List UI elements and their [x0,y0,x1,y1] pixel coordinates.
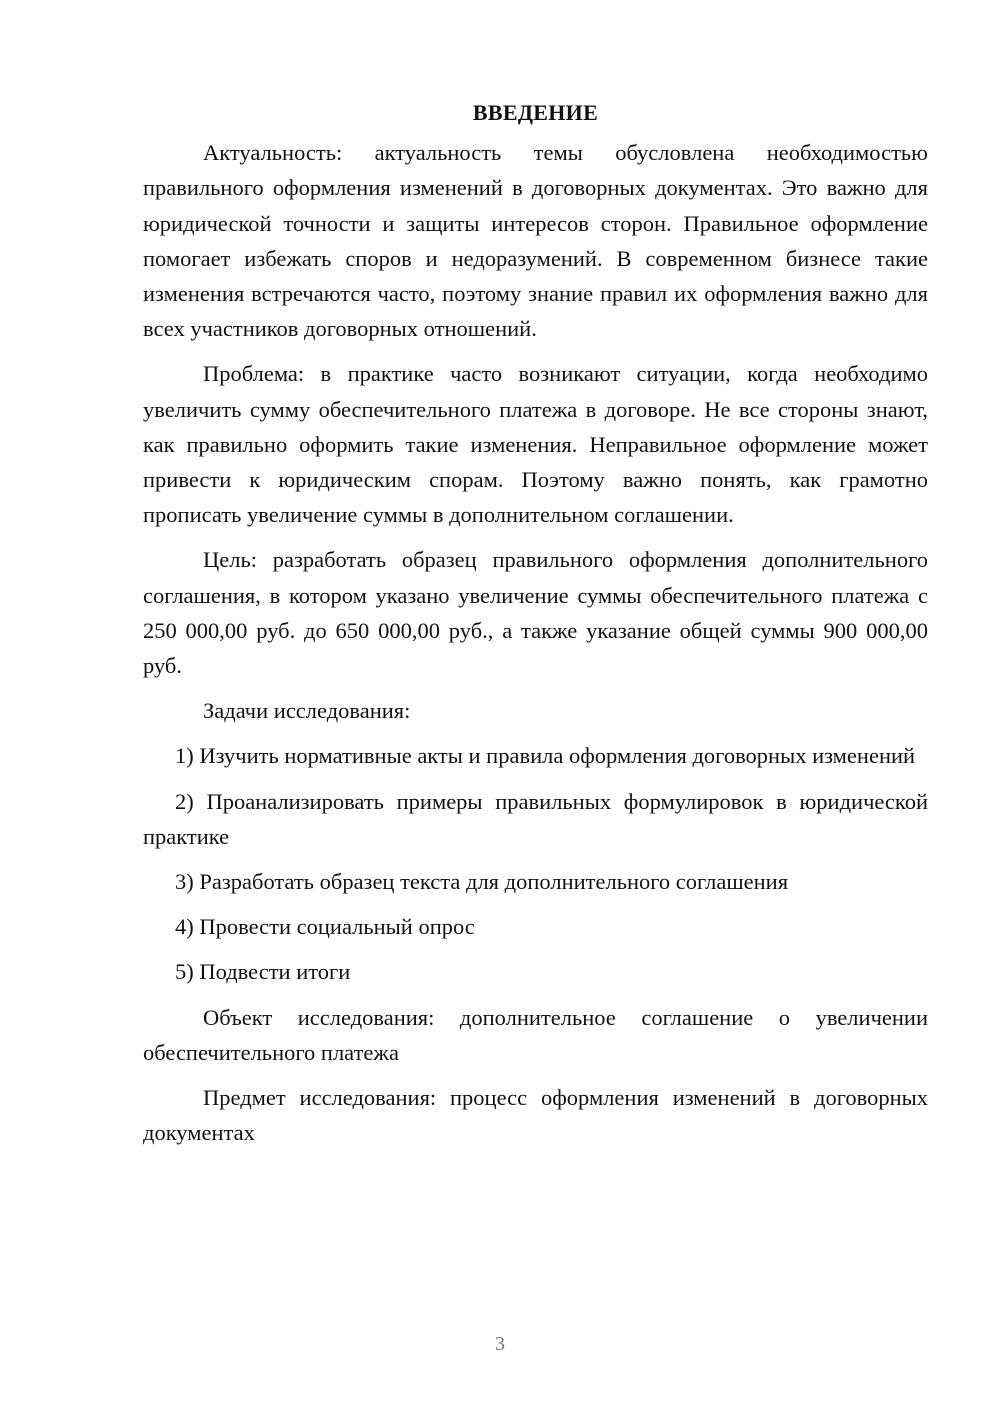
task-item: 3) Разработать образец текста для дополнительного соглашения [175,869,789,895]
task-item: 4) Провести социальный опрос [175,914,475,940]
subject-paragraph: Предмет исследования: процесс оформления изменений в договорных документах [143,1085,928,1146]
goal-paragraph: Цель: разработать образец правильного оформления дополнительного соглашения, в котором указано увеличение суммы обеспечительного платежа с 250 000,00 руб. до 650 000,00 руб., а также указание общей суммы 900 000,00 руб. [143,547,928,679]
relevance-paragraph: Актуальность: актуальность темы обусловлена необходимостью правильного оформления изменений в договорных документах. Это важно для юридической точности и защиты интересов сторон. Правильное оформление помогает избежать споров и недоразумений. В современном бизнесе такие изменения встречаются часто, поэтому знание правил их оформления важно для всех участников договорных отношений. [143,140,928,342]
task-item: 5) Подвести итоги [175,959,351,985]
section-title: ВВЕДЕНИЕ [472,100,599,125]
task-item: 1) Изучить нормативные акты и правила оформления договорных изменений [175,743,916,769]
object-paragraph: Объект исследования: дополнительное соглашение о увеличении обеспечительного платежа [143,1004,928,1065]
page-number: 3 [495,1333,505,1355]
document-body [143,95,928,1160]
tasks-heading: Задачи исследования: [203,698,411,724]
problem-paragraph: Проблема: в практике часто возникают ситуации, когда необходимо увеличить сумму обеспечительного платежа в договоре. Не все стороны знают, как правильно оформить такие изменения. Неправильное оформление может привести к юридическим спорам. Поэтому важно понять, как грамотно прописать увеличение суммы в дополнительном соглашении. [143,361,928,528]
task-item: 2) Проанализировать примеры правильных формулировок в юридической практике [143,788,928,849]
